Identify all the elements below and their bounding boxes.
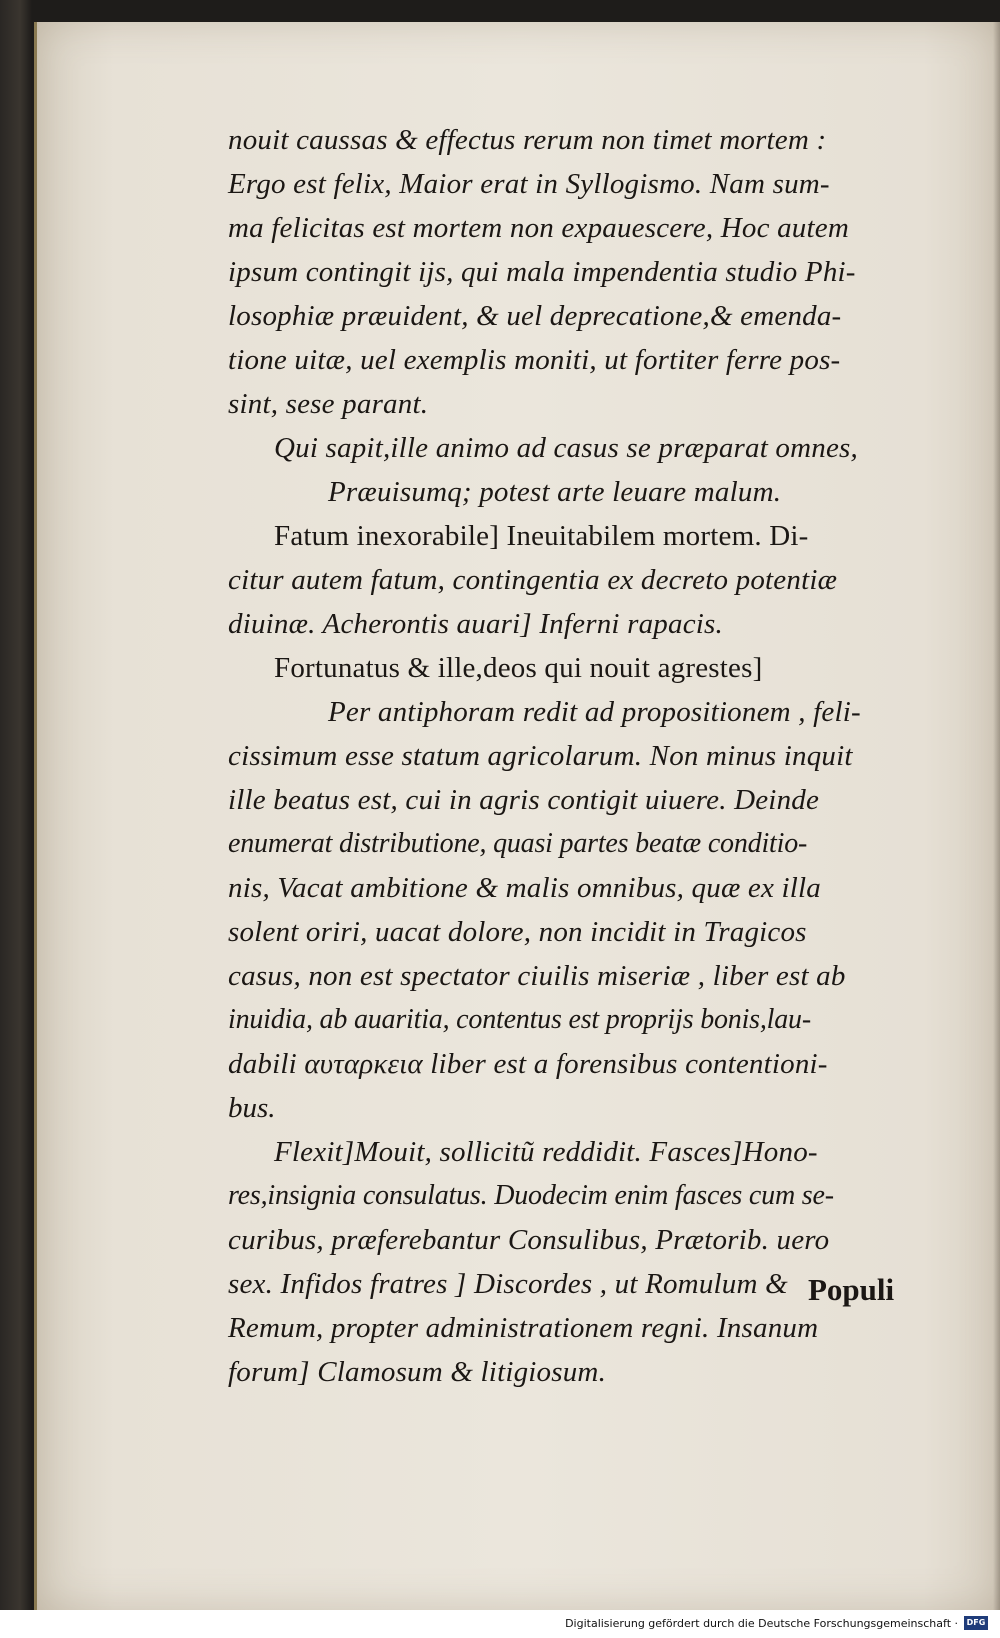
text-line: bus. [228, 1092, 276, 1124]
text-line: ille beatus est, cui in agris contigit uiuere. Deinde [228, 784, 820, 816]
lemma-line: Flexit]Mouit, sollicitũ reddidit. Fasces]Hono- [274, 1136, 818, 1168]
text-line: Remum, propter administrationem regni. Insanum [228, 1312, 819, 1344]
text-line: sint, sese parant. [228, 388, 429, 420]
text-line: nouit caussas & effectus rerum non timet mortem : [228, 124, 827, 156]
funding-credit: Digitalisierung gefördert durch die Deutsche Forschungsgemeinschaft · [565, 1617, 958, 1630]
text-line: casus, non est spectator ciuilis miseriæ , liber est ab [228, 960, 846, 992]
text-line: ma felicitas est mortem non expauescere, Hoc autem [228, 212, 849, 244]
catchword: Populi [808, 1272, 895, 1307]
page-text [228, 118, 958, 1394]
text-line: nis, Vacat ambitione & malis omnibus, quæ ex illa [228, 872, 822, 904]
text-line: cissimum esse statum agricolarum. Non minus inquit [228, 740, 853, 772]
text-line: dabili αυταρκεια liber est a forensibus contentioni- [228, 1048, 828, 1080]
text-line: ipsum contingit ijs, qui mala impendentia studio Phi- [228, 256, 856, 288]
text-line: Per antiphoram redit ad propositionem , feli- [328, 696, 861, 728]
text-line: diuinæ. Acherontis auari] Inferni rapacis. [228, 608, 723, 640]
text-line: enumerat distributione, quasi partes beatæ conditio- [228, 828, 808, 859]
verse-line: Præuisumq; potest arte leuare malum. [328, 476, 782, 508]
text-line: citur autem fatum, contingentia ex decreto potentiæ [228, 564, 838, 596]
text-line: solent oriri, uacat dolore, non incidit in Tragicos [228, 916, 807, 948]
text-line: res,insignia consulatus. Duodecim enim fasces cum se- [228, 1180, 834, 1211]
text-line: losophiæ præuident, & uel deprecatione,& emenda- [228, 300, 842, 332]
text-line: curibus, præferebantur Consulibus, Prætorib. uero [228, 1224, 830, 1256]
text-line: sex. Infidos fratres ] Discordes , ut Romulum & [228, 1268, 788, 1300]
text-line: Ergo est felix, Maior erat in Syllogismo. Nam sum- [228, 168, 830, 200]
digitization-footer [0, 1610, 1000, 1638]
verse-line: Qui sapit,ille animo ad casus se præparat omnes, [274, 432, 858, 464]
text-line: inuidia, ab auaritia, contentus est proprijs bonis,lau- [228, 1004, 811, 1035]
lemma-line: Fatum inexorabile] Ineuitabilem mortem. Di- [274, 520, 809, 552]
text-line: forum] Clamosum & litigiosum. [228, 1356, 607, 1388]
dfg-logo-icon: DFG [964, 1616, 988, 1630]
lemma-line: Fortunatus & ille,deos qui nouit agrestes] [274, 652, 763, 684]
text-line: tione uitæ, uel exemplis moniti, ut fortiter ferre pos- [228, 344, 841, 376]
